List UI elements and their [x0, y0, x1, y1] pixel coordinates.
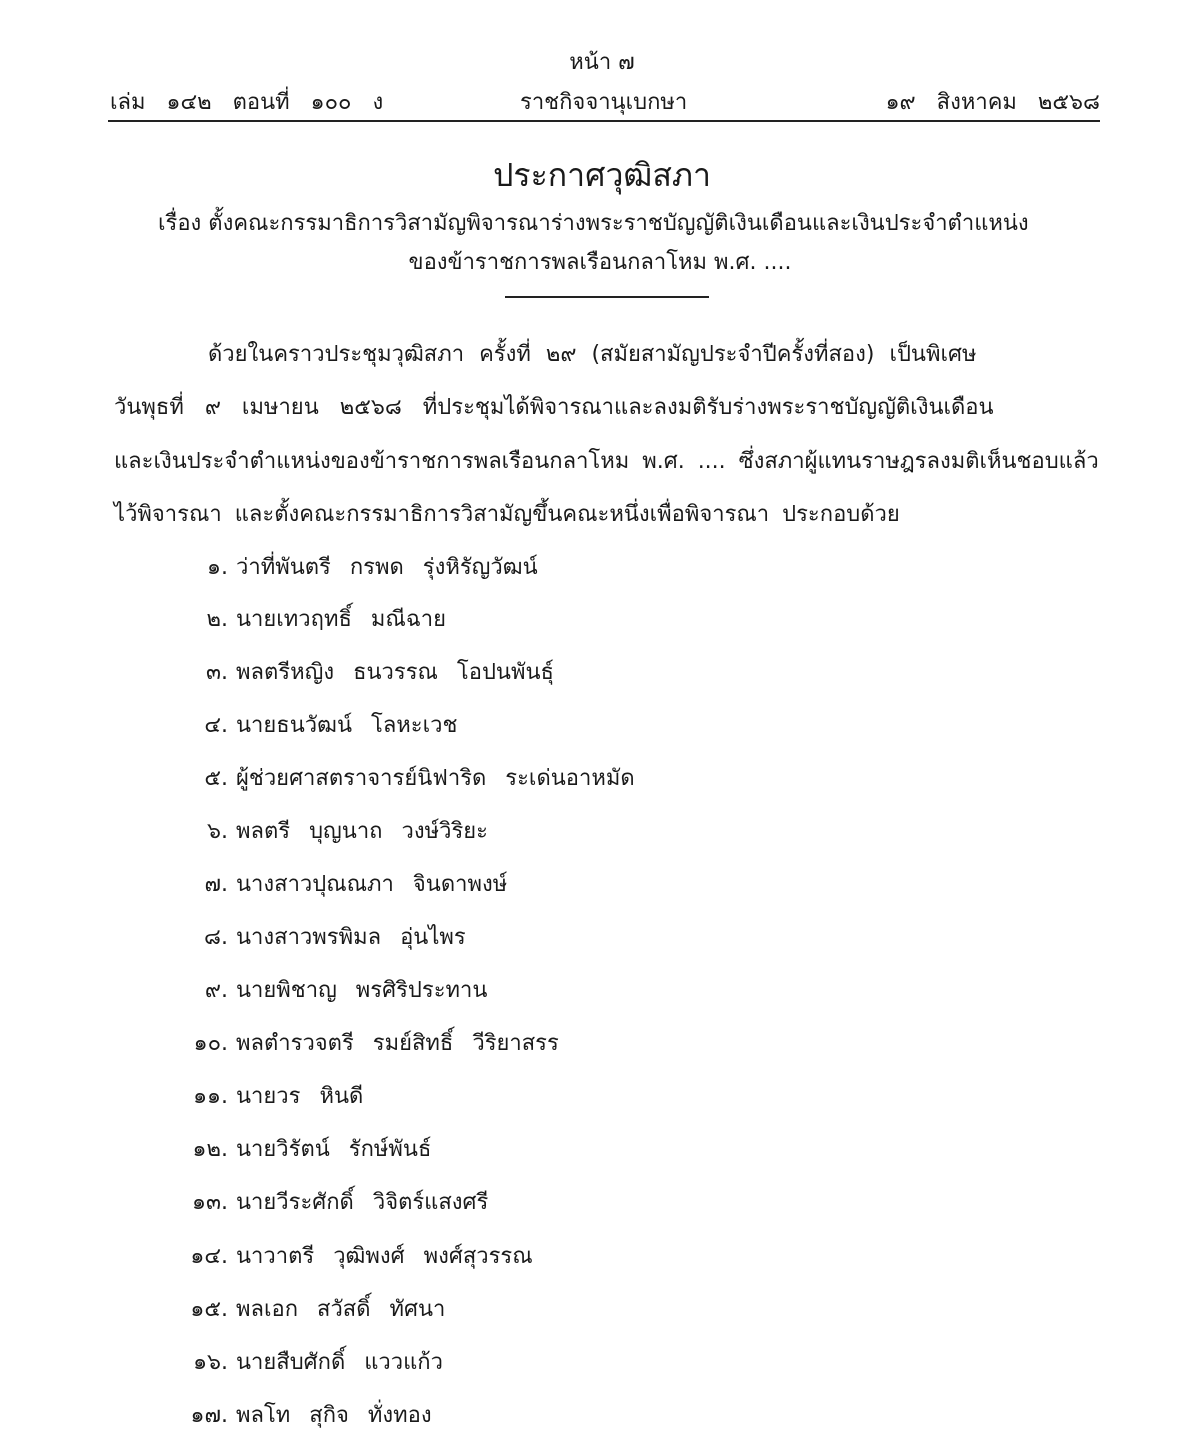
body-paragraph-line: ด้วยในคราวประชุมวุฒิสภา ครั้งที่ ๒๙ (สมัยสามัญประจำปีครั้งที่สอง) เป็นพิเศษ: [208, 342, 977, 367]
header-divider: [108, 120, 1100, 122]
document-title: ประกาศวุฒิสภา: [493, 156, 711, 194]
member-item: [150, 1346, 443, 1380]
member-item: [150, 1399, 432, 1433]
member-number: ๔.: [204, 713, 228, 738]
member-item: [150, 974, 487, 1008]
member-number: ๑๓.: [192, 1190, 228, 1215]
member-number: ๘.: [204, 925, 228, 950]
member-name: นาวาตรี วุฒิพงศ์ พงศ์สุวรรณ: [236, 1244, 533, 1269]
member-number: ๒.: [206, 607, 228, 632]
gazette-name: ราชกิจจานุเบกษา: [520, 90, 688, 115]
member-name: นางสาวปุณณภา จินดาพงษ์: [236, 872, 508, 897]
subject-line-2: ของข้าราชการพลเรือนกลาโหม พ.ศ. ....: [408, 250, 792, 275]
member-name: พลโท สุกิจ ทั่งทอง: [236, 1403, 432, 1428]
member-number: ๑๕.: [190, 1297, 228, 1322]
member-name: นายสืบศักดิ์ แววแก้ว: [236, 1350, 443, 1375]
page-number: หน้า ๗: [569, 50, 635, 75]
member-number: ๑๑.: [193, 1084, 228, 1109]
body-paragraph-line: ไว้พิจารณา และตั้งคณะกรรมาธิการวิสามัญขึ้นคณะหนึ่งเพื่อพิจารณา ประกอบด้วย: [114, 502, 900, 527]
member-item: [150, 815, 488, 849]
member-name: พลเอก สวัสดิ์ ทัศนา: [236, 1297, 446, 1322]
member-item: [150, 1293, 445, 1327]
member-number: ๑๖.: [193, 1350, 228, 1375]
member-number: ๑.: [207, 555, 228, 580]
member-item: [150, 709, 457, 743]
member-item: [150, 1027, 559, 1061]
member-name: นายวีระศักดิ์ วิจิตร์แสงศรี: [236, 1190, 489, 1215]
member-number: ๖.: [207, 819, 228, 844]
member-number: ๑๗.: [190, 1403, 228, 1428]
member-number: ๑๒.: [192, 1137, 228, 1162]
member-name: พลตรี บุญนาถ วงษ์วิริยะ: [236, 819, 488, 844]
member-name: พลตรีหญิง ธนวรรณ โอปนพันธุ์: [236, 660, 554, 685]
member-item: [150, 1133, 431, 1167]
member-number: ๑๐.: [193, 1031, 228, 1056]
member-name: นายวิรัตน์ รักษ์พันธ์: [236, 1137, 432, 1162]
gazette-header: [110, 84, 1100, 114]
subject-line-1: เรื่อง ตั้งคณะกรรมาธิการวิสามัญพิจารณาร่างพระราชบัญญัติเงินเดือนและเงินประจำตำแหน่ง: [158, 211, 1029, 236]
publication-date: ๑๙ สิงหาคม ๒๕๖๘: [885, 90, 1100, 115]
title-divider: [505, 296, 709, 298]
member-name: นายพิชาญ พรศิริประทาน: [236, 978, 488, 1003]
member-item: [150, 551, 538, 585]
member-item: [150, 656, 554, 690]
member-item: [150, 1186, 488, 1220]
member-name: ว่าที่พันตรี กรพด รุ่งหิรัญวัฒน์: [236, 555, 538, 580]
member-number: ๕.: [204, 766, 228, 791]
member-name: นายเทวฤทธิ์ มณีฉาย: [236, 607, 447, 632]
body-paragraph-line: วันพุธที่ ๙ เมษายน ๒๕๖๘ ที่ประชุมได้พิจารณาและลงมติรับร่างพระราชบัญญัติเงินเดือน: [114, 395, 994, 420]
member-item: [150, 868, 507, 902]
member-item: [150, 1240, 533, 1274]
member-name: พลตำรวจตรี รมย์สิทธิ์ วีริยาสรร: [236, 1031, 559, 1056]
member-item: [150, 1080, 363, 1114]
member-item: [150, 762, 635, 796]
member-item: [150, 603, 446, 637]
member-name: นางสาวพรพิมล อุ่นไพร: [236, 925, 466, 950]
member-name: ผู้ช่วยศาสตราจารย์นิฟาริด ระเด่นอาหมัด: [236, 766, 635, 791]
body-paragraph-line: และเงินประจำตำแหน่งของข้าราชการพลเรือนกลาโหม พ.ศ. .... ซึ่งสภาผู้แทนราษฎรลงมติเห็นชอบแล้ว: [114, 449, 1099, 474]
member-number: ๗.: [204, 872, 228, 897]
member-item: [150, 921, 466, 955]
member-name: นายธนวัฒน์ โลหะเวช: [236, 713, 458, 738]
member-number: ๙.: [204, 978, 228, 1003]
member-number: ๑๔.: [190, 1244, 228, 1269]
volume-issue: เล่ม ๑๔๒ ตอนที่ ๑๐๐ ง: [110, 90, 384, 115]
member-number: ๓.: [205, 660, 228, 685]
member-name: นายวร หินดี: [236, 1084, 364, 1109]
